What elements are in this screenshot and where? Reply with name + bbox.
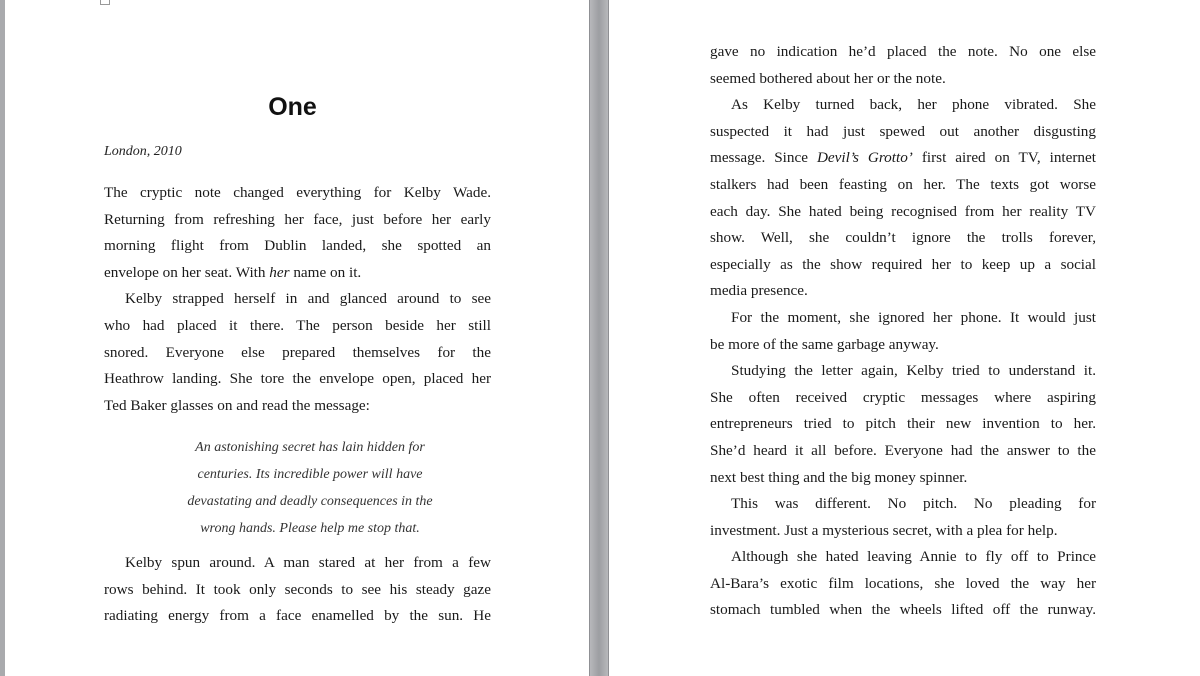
emphasis-show-title: Devil’s Grotto’	[816, 149, 913, 167]
text-line: investment. Just a mysterious secret, with a plea for help.	[710, 521, 1058, 539]
text-line: envelope on her seat. With her name on it.	[104, 263, 362, 281]
text-line: She’d heard it all before. Everyone had the answer to the	[710, 441, 1096, 459]
text-line: gave no indication he’d placed the note. No one else	[710, 43, 1096, 60]
text-line: Kelby spun around. A man stared at her from a few	[125, 554, 491, 571]
right-body-text	[710, 39, 1096, 624]
chapter-title: One	[268, 93, 317, 121]
text-line: stomach tumbled when the wheels lifted off the runway.	[710, 601, 1096, 619]
text-line: morning flight from Dublin landed, she spotted an	[104, 237, 491, 255]
text-line: entrepreneurs tried to pitch their new invention to her.	[710, 415, 1096, 433]
text-line: who had placed it there. The person beside her still	[104, 316, 491, 334]
text-line: stalkers had been feasting on her. The texts got worse	[710, 175, 1096, 193]
left-body-text	[104, 180, 491, 419]
text-line: next best thing and the big money spinner.	[710, 468, 968, 486]
text-line: Returning from refreshing her face, just before her early	[104, 210, 491, 228]
text-line: seemed bothered about her or the note.	[710, 69, 946, 87]
text-boundary-corner-mark	[100, 0, 110, 5]
text-line: Ted Baker glasses on and read the message:	[104, 396, 370, 414]
page-gutter	[590, 0, 608, 676]
left-body-text-continued	[104, 550, 491, 630]
dateline: London, 2010	[104, 144, 182, 159]
text-line: The cryptic note changed everything for Kelby Wade.	[104, 184, 491, 201]
text-line: Heathrow landing. She tore the envelope open, placed her	[104, 370, 491, 388]
text-line: radiating energy from a face enamelled by the sun. He	[104, 607, 491, 625]
text-line: snored. Everyone else prepared themselves for the	[104, 343, 491, 361]
text-line: As Kelby turned back, her phone vibrated. She	[731, 96, 1096, 114]
quote-line: centuries. Its incredible power will have	[197, 467, 423, 482]
text-line: Studying the letter again, Kelby tried to understand it.	[731, 362, 1096, 380]
text-line: message. Since Devil’s Grotto’ first aired on TV, internet	[710, 149, 1096, 167]
quote-line: An astonishing secret has lain hidden for	[195, 440, 425, 455]
emphasis-her: her	[269, 263, 290, 281]
text-line: Kelby strapped herself in and glanced around to see	[125, 290, 491, 308]
text-line: Al-Bara’s exotic film locations, she loved the way her	[710, 574, 1096, 592]
text-line: each day. She hated being recognised from her reality TV	[710, 202, 1096, 220]
text-line: Although she hated leaving Annie to fly off to Prince	[731, 548, 1096, 566]
text-line: For the moment, she ignored her phone. It would just	[731, 308, 1096, 326]
quoted-message	[160, 434, 460, 542]
text-line: rows behind. It took only seconds to see his steady gaze	[104, 580, 491, 598]
text-line: be more of the same garbage anyway.	[710, 335, 939, 353]
text-line: suspected it had just spewed out another disgusting	[710, 122, 1096, 140]
quote-line: devastating and deadly consequences in the	[187, 494, 433, 509]
text-line: show. Well, she couldn’t ignore the trolls forever,	[710, 229, 1096, 247]
text-line: media presence.	[710, 282, 808, 300]
text-line: especially as the show required her to keep up a social	[710, 255, 1096, 273]
quote-line: wrong hands. Please help me stop that.	[200, 521, 420, 536]
text-line: She often received cryptic messages where aspiring	[710, 388, 1096, 406]
text-line: This was different. No pitch. No pleading for	[731, 495, 1096, 513]
